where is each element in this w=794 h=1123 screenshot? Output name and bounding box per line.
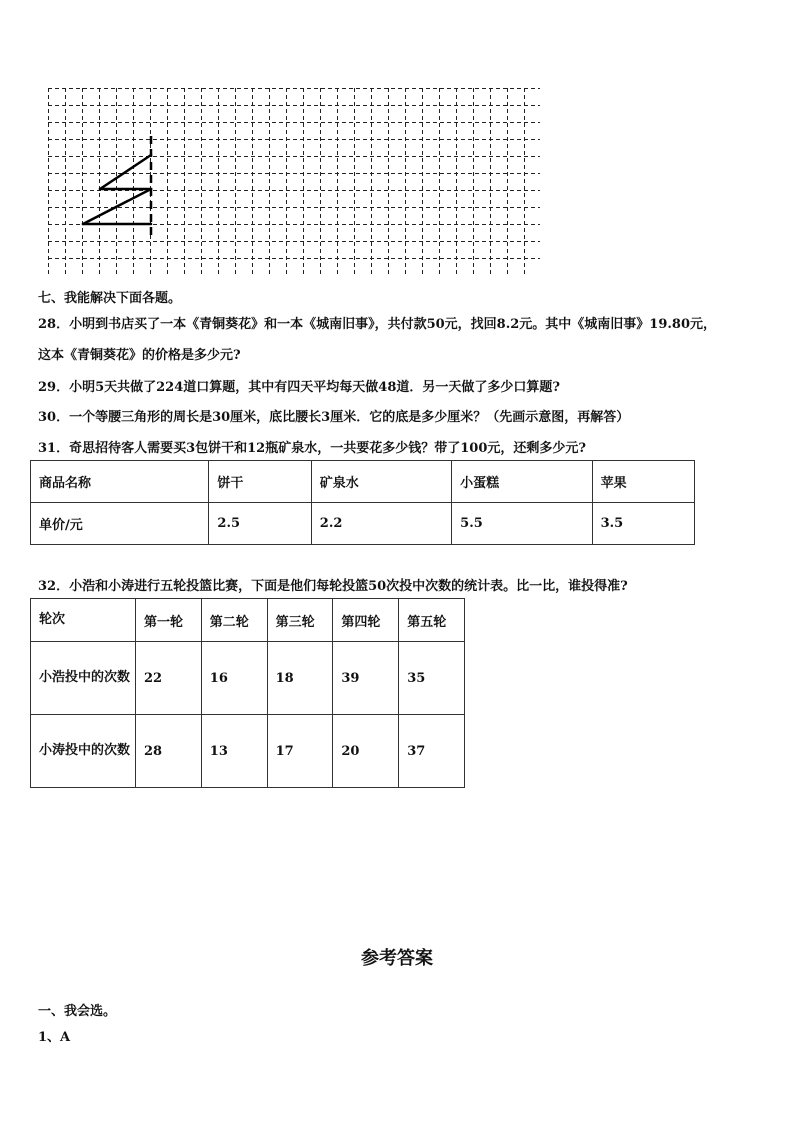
- table-cell: 矿泉水: [311, 461, 451, 503]
- table-cell: 2.5: [209, 503, 311, 545]
- table-cell: 轮次: [31, 599, 136, 642]
- table-cell: 18: [267, 642, 333, 715]
- answers-title: 参考答案: [361, 948, 433, 969]
- table-cell: 饼干: [209, 461, 311, 503]
- answer-1: 1、A: [38, 1030, 71, 1045]
- table-row: [31, 715, 465, 788]
- table-cell: 16: [201, 642, 267, 715]
- table-cell: 28: [136, 715, 202, 788]
- answers-section-1: 一、我会选。: [38, 1004, 117, 1019]
- question-30: 30．一个等腰三角形的周长是30厘米，底比腰长3厘米．它的底是多少厘米？（先画示意图，再解答）: [38, 410, 630, 425]
- question-31: 31．奇思招待客人需要买3包饼干和12瓶矿泉水，一共要花多少钱？带了100元，还剩多少元?: [38, 441, 586, 456]
- table-cell: 小浩投中的次数: [31, 642, 136, 715]
- table-cell: 第四轮: [333, 599, 399, 642]
- table-header-row: [31, 599, 465, 642]
- shots-table: [30, 598, 465, 788]
- table-cell: 17: [267, 715, 333, 788]
- table-row: [31, 642, 465, 715]
- table-cell: 35: [399, 642, 465, 715]
- price-table: [30, 460, 695, 545]
- table-cell: 20: [333, 715, 399, 788]
- table-cell: 第一轮: [136, 599, 202, 642]
- section-7-heading: 七、我能解决下面各题。: [38, 291, 182, 306]
- question-32: 32．小浩和小涛进行五轮投篮比赛，下面是他们每轮投篮50次投中次数的统计表。比一比，谁投得准?: [38, 579, 628, 594]
- table-cell: 13: [201, 715, 267, 788]
- question-29: 29．小明5天共做了224道口算题，其中有四天平均每天做48道．另一天做了多少口算题?: [38, 380, 560, 395]
- table-cell: 小涛投中的次数: [31, 715, 136, 788]
- figure-segment: [100, 155, 151, 189]
- table-cell: 第二轮: [201, 599, 267, 642]
- table-cell: 37: [399, 715, 465, 788]
- table-cell: 22: [136, 642, 202, 715]
- table-cell: 单价/元: [31, 503, 209, 545]
- table-row: [31, 503, 695, 545]
- table-cell: 小蛋糕: [452, 461, 592, 503]
- table-header-row: [31, 461, 695, 503]
- table-cell: 商品名称: [31, 461, 209, 503]
- question-28-line-1: 28．小明到书店买了一本《青铜葵花》和一本《城南旧事》，共付款50元，找回8.2元。其中《城南旧事》19.80元，: [38, 317, 717, 332]
- table-cell: 苹果: [592, 461, 694, 503]
- table-cell: 39: [333, 642, 399, 715]
- grid-svg: [48, 88, 540, 275]
- table-cell: 2.2: [311, 503, 451, 545]
- table-cell: 第三轮: [267, 599, 333, 642]
- table-cell: 5.5: [452, 503, 592, 545]
- question-28-line-2: 这本《青铜葵花》的价格是多少元?: [38, 348, 241, 363]
- table-cell: 第五轮: [399, 599, 465, 642]
- dotted-grid-figure: [48, 88, 540, 275]
- table-cell: 3.5: [592, 503, 694, 545]
